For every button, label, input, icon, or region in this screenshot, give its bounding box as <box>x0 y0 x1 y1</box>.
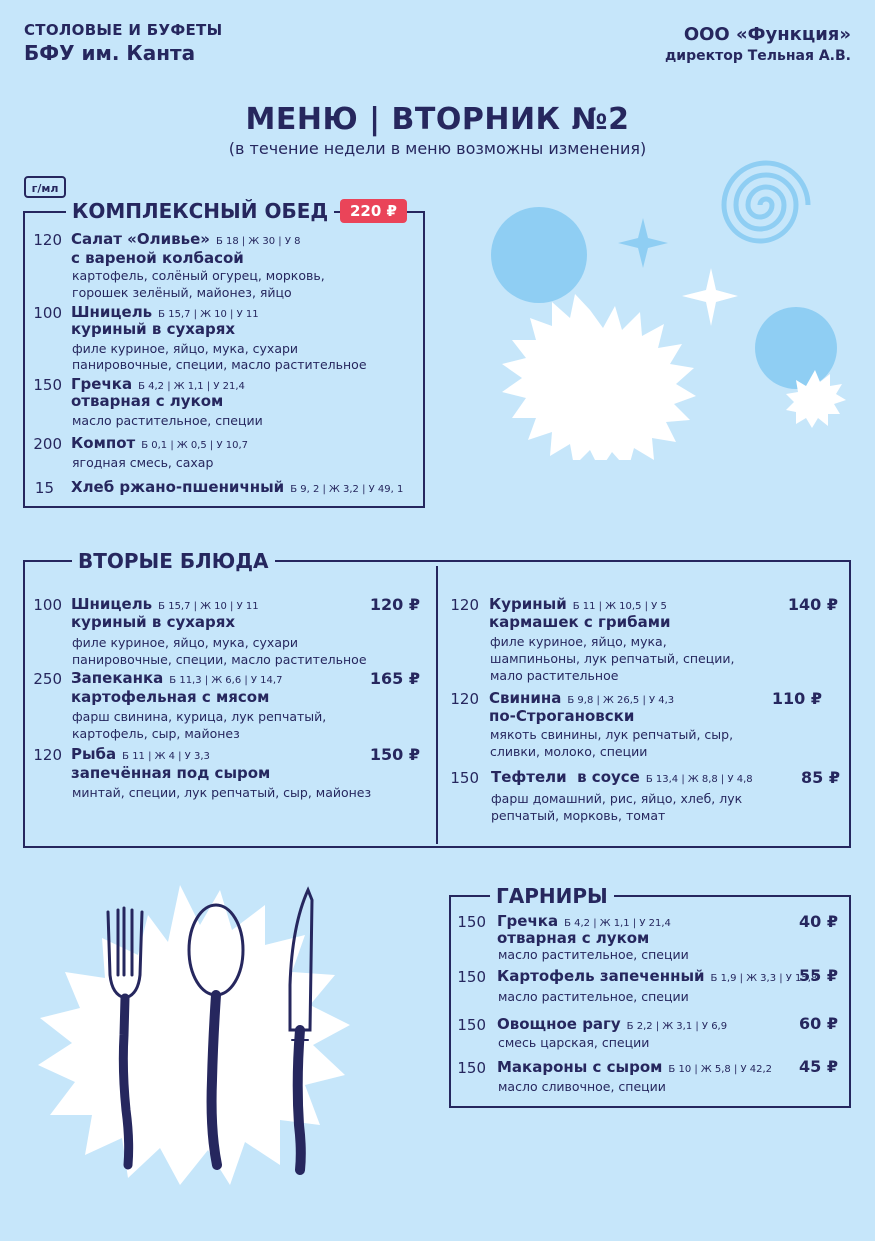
company-name: ООО «Функция» <box>683 24 851 45</box>
item-name <box>71 434 248 452</box>
circle-icon <box>491 207 587 303</box>
page-subtitle: (в течение недели в меню возможны изменения) <box>228 139 647 158</box>
item-name-text: Компот <box>71 434 136 452</box>
item-ingredients: шампиньоны, лук репчатый, специи, <box>490 651 735 666</box>
complex-lunch-title: КОМПЛЕКСНЫЙ ОБЕД <box>66 199 334 223</box>
item-weight: 120 <box>450 596 479 614</box>
item-name-text: Картофель запеченный <box>497 967 705 985</box>
item-nutrition: Б 4,2 | Ж 1,1 | У 21,4 <box>138 381 245 392</box>
item-ingredients: филе куриное, яйцо, мука, <box>490 634 667 649</box>
item-name <box>71 478 403 496</box>
unit-badge: г/мл <box>24 176 66 198</box>
item-ingredients: ягодная смесь, сахар <box>72 455 214 470</box>
item-name-text: Запеканка <box>71 669 164 687</box>
item-price: 120 ₽ <box>369 595 420 614</box>
item-weight: 200 <box>33 435 62 453</box>
item-name-line2: отварная с луком <box>497 929 650 947</box>
item-nutrition: Б 11,3 | Ж 6,6 | У 14,7 <box>169 675 283 686</box>
item-nutrition: Б 13,4 | Ж 8,8 | У 4,8 <box>645 774 753 785</box>
item-name <box>497 967 817 985</box>
item-name-line2: кармашек с грибами <box>489 613 671 631</box>
item-name-text: Овощное рагу <box>497 1015 621 1033</box>
item-name-line2: отварная с луком <box>71 392 224 410</box>
item-ingredients: масло растительное, специи <box>498 989 689 1004</box>
item-price: 60 ₽ <box>799 1014 838 1033</box>
item-nutrition: Б 9,8 | Ж 26,5 | У 4,3 <box>567 695 675 706</box>
item-name-text: Гречка <box>71 375 133 393</box>
page-title: МЕНЮ | ВТОРНИК №2 <box>245 102 630 137</box>
item-ingredients: фарш свинина, курица, лук репчатый, <box>72 709 327 724</box>
item-name-text: Макароны с сыром <box>497 1058 663 1076</box>
complex-lunch-price: 220 ₽ <box>340 199 407 223</box>
item-ingredients: масло растительное, специи <box>498 947 689 962</box>
item-ingredients: сливки, молоко, специи <box>490 744 648 759</box>
garnish-title: ГАРНИРЫ <box>490 884 614 908</box>
item-nutrition: Б 15,7 | Ж 10 | У 11 <box>158 309 259 320</box>
item-name-line2: с вареной колбасой <box>71 249 244 267</box>
item-nutrition: Б 15,7 | Ж 10 | У 11 <box>158 601 259 612</box>
item-name <box>489 689 674 707</box>
item-ingredients: картофель, сыр, майонез <box>72 726 240 741</box>
item-name-line2: картофельная с мясом <box>71 688 270 706</box>
knife-icon <box>290 890 312 1170</box>
item-weight: 120 <box>33 746 62 764</box>
item-ingredients: горошек зелёный, майонез, яйцо <box>72 285 292 300</box>
item-ingredients: мякоть свинины, лук репчатый, сыр, <box>490 727 734 742</box>
item-name-line2: куриный в сухарях <box>71 613 236 631</box>
item-weight: 100 <box>33 596 62 614</box>
item-nutrition: Б 0,1 | Ж 0,5 | У 10,7 <box>141 440 248 451</box>
item-weight: 150 <box>457 968 486 986</box>
item-name-text: Тефтели в соусе <box>491 768 640 786</box>
item-ingredients: масло растительное, специи <box>72 413 263 428</box>
item-weight: 250 <box>33 670 62 688</box>
item-name-line2: по-Строгановски <box>489 707 635 725</box>
item-name-text: Шницель <box>71 595 153 613</box>
item-name <box>491 768 753 786</box>
sparkle-icon <box>682 268 738 326</box>
item-ingredients: картофель, солёный огурец, морковь, <box>72 268 325 283</box>
item-nutrition: Б 18 | Ж 30 | У 8 <box>215 236 301 247</box>
item-name <box>71 230 300 248</box>
item-nutrition: Б 1,9 | Ж 3,3 | У 15,8 <box>710 973 818 984</box>
item-weight: 100 <box>33 304 62 322</box>
item-name-text: Салат «Оливье» <box>71 230 210 248</box>
item-ingredients: филе куриное, яйцо, мука, сухари <box>72 341 299 356</box>
item-nutrition: Б 10 | Ж 5,8 | У 42,2 <box>668 1064 773 1075</box>
item-name-line2: запечённая под сыром <box>71 764 271 782</box>
item-ingredients: фарш домашний, рис, яйцо, хлеб, лук <box>491 791 743 806</box>
item-price: 55 ₽ <box>799 966 838 985</box>
second-courses-title: ВТОРЫЕ БЛЮДА <box>72 549 275 573</box>
item-price: 140 ₽ <box>787 595 838 614</box>
item-price: 165 ₽ <box>369 669 420 688</box>
item-weight: 150 <box>457 1059 486 1077</box>
item-weight: 150 <box>457 913 486 931</box>
director-name: директор Тельная А.В. <box>664 48 851 64</box>
cutlery-illustration <box>20 880 440 1200</box>
item-price: 110 ₽ <box>771 689 822 708</box>
item-weight: 120 <box>450 690 479 708</box>
item-name-text: Куриный <box>489 595 567 613</box>
sparkle-icon <box>618 218 668 268</box>
item-price: 85 ₽ <box>801 768 840 787</box>
item-name <box>71 595 259 613</box>
item-nutrition: Б 11 | Ж 10,5 | У 5 <box>572 601 667 612</box>
item-weight: 150 <box>450 769 479 787</box>
item-weight: 120 <box>33 231 62 249</box>
item-nutrition: Б 2,2 | Ж 3,1 | У 6,9 <box>626 1021 728 1032</box>
org-line-2: БФУ им. Канта <box>24 41 196 65</box>
item-weight: 150 <box>33 376 62 394</box>
item-weight: 150 <box>457 1016 486 1034</box>
item-ingredients: панировочные, специи, масло растительное <box>72 357 367 372</box>
item-name <box>489 595 667 613</box>
item-ingredients: панировочные, специи, масло растительное <box>72 652 367 667</box>
org-line-1: СТОЛОВЫЕ И БУФЕТЫ <box>24 21 223 39</box>
item-weight: 15 <box>34 479 54 497</box>
item-name-text: Гречка <box>497 912 559 930</box>
item-ingredients: смесь царская, специи <box>498 1035 650 1050</box>
item-name <box>71 745 210 763</box>
item-name-text: Шницель <box>71 303 153 321</box>
item-name <box>497 1058 772 1076</box>
item-name <box>71 303 259 321</box>
item-name <box>71 669 282 687</box>
item-nutrition: Б 4,2 | Ж 1,1 | У 21,4 <box>564 918 671 929</box>
item-name <box>71 375 245 393</box>
item-price: 40 ₽ <box>799 912 838 931</box>
item-name <box>497 912 671 930</box>
item-ingredients: мало растительное <box>490 668 619 683</box>
item-ingredients: репчатый, морковь, томат <box>491 808 666 823</box>
column-divider <box>436 566 438 844</box>
item-name <box>497 1015 727 1033</box>
item-ingredients: минтай, специи, лук репчатый, сыр, майонез <box>72 785 372 800</box>
item-price: 45 ₽ <box>799 1057 838 1076</box>
item-nutrition: Б 11 | Ж 4 | У 3,3 <box>122 751 210 762</box>
item-name-line2: куриный в сухарях <box>71 320 236 338</box>
spiral-icon <box>724 163 808 241</box>
item-ingredients: масло сливочное, специи <box>498 1079 666 1094</box>
circle-icon <box>755 307 837 389</box>
item-name-text: Рыба <box>71 745 117 763</box>
item-price: 150 ₽ <box>369 745 420 764</box>
item-name-text: Хлеб ржано-пшеничный <box>71 478 285 496</box>
starburst-icon <box>502 294 696 460</box>
item-ingredients: филе куриное, яйцо, мука, сухари <box>72 635 299 650</box>
item-name-text: Свинина <box>489 689 562 707</box>
item-nutrition: Б 9, 2 | Ж 3,2 | У 49, 1 <box>290 484 404 495</box>
